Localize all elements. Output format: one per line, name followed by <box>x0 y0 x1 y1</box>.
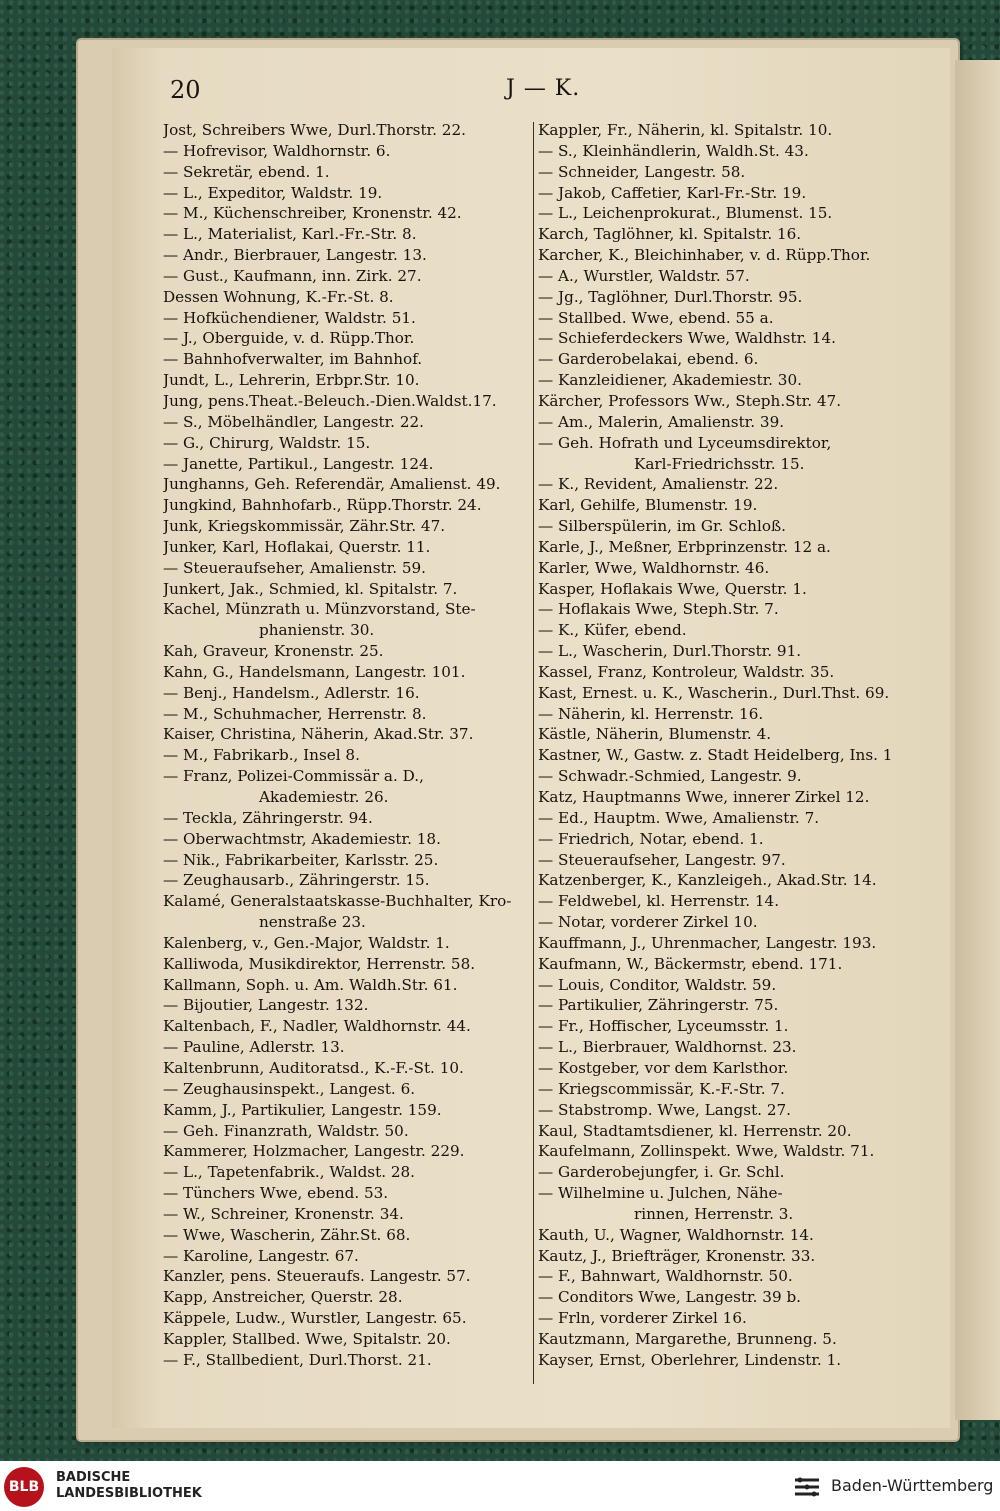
directory-entry: — L., Materialist, Karl.-Fr.-Str. 8. <box>163 225 417 244</box>
directory-entry: — Steueraufseher, Langestr. 97. <box>538 850 786 869</box>
directory-entry: Jost, Schreibers Wwe, Durl.Thorstr. 22. <box>163 121 466 139</box>
directory-entry: Kalliwoda, Musikdirektor, Herrenstr. 58. <box>163 954 476 973</box>
directory-entry: — Kriegscommissär, K.-F.-Str. 7. <box>538 1079 785 1098</box>
directory-entry: Karl, Gehilfe, Blumenstr. 19. <box>538 496 758 515</box>
directory-entry: Karle, J., Meßner, Erbprinzenstr. 12 a. <box>538 537 831 556</box>
directory-entry: — Conditors Wwe, Langestr. 39 b. <box>538 1288 801 1307</box>
directory-entry: — Silberspülerin, im Gr. Schloß. <box>538 517 786 536</box>
directory-entry: Kästle, Näherin, Blumenstr. 4. <box>538 725 772 744</box>
directory-entry: Kauffmann, J., Uhrenmacher, Langestr. 193. <box>538 933 877 952</box>
directory-entry: Katz, Hauptmanns Wwe, innerer Zirkel 12. <box>538 788 870 806</box>
directory-entry: Kast, Ernest. u. K., Wascherin., Durl.Thst. 69. <box>538 683 890 702</box>
blb-logo-icon[interactable]: BLB <box>4 1467 44 1507</box>
directory-entry: — W., Schreiner, Kronenstr. 34. <box>163 1204 404 1223</box>
directory-entry: Kamm, J., Partikulier, Langestr. 159. <box>163 1100 442 1119</box>
directory-entry: — L., Leichenprokurat., Blumenst. 15. <box>538 204 833 223</box>
directory-entry: Kärcher, Professors Ww., Steph.Str. 47. <box>538 391 842 410</box>
directory-entry: — Hofküchendiener, Waldstr. 51. <box>163 308 416 327</box>
directory-entry: Kalamé, Generalstaatskasse-Buchhalter, Kro- <box>163 892 512 911</box>
directory-entry: — A., Wurstler, Waldstr. 57. <box>538 266 750 285</box>
directory-entry: Kachel, Münzrath u. Münzvorstand, Ste- <box>163 600 476 619</box>
directory-entry: — Stabstromp. Wwe, Langst. 27. <box>538 1100 791 1119</box>
directory-entry: Kapp, Anstreicher, Querstr. 28. <box>163 1288 403 1307</box>
directory-entry: Junkert, Jak., Schmied, kl. Spitalstr. 7. <box>163 579 458 598</box>
directory-entry: — Schneider, Langestr. 58. <box>538 162 746 181</box>
directory-entry: Karl-Friedrichsstr. 15. <box>634 454 805 473</box>
directory-entry: Karcher, K., Bleichinhaber, v. d. Rüpp.Thor. <box>538 246 871 265</box>
directory-entry: Kaiser, Christina, Näherin, Akad.Str. 37. <box>163 725 474 744</box>
directory-entry: — M., Fabrikarb., Insel 8. <box>163 746 360 765</box>
directory-entry: Kayser, Ernst, Oberlehrer, Lindenstr. 1. <box>538 1350 842 1369</box>
directory-entry: — Hofrevisor, Waldhornstr. 6. <box>163 141 391 160</box>
directory-entry: — Bijoutier, Langestr. 132. <box>163 996 369 1015</box>
directory-entry: Junker, Karl, Hoflakai, Querstr. 11. <box>163 537 431 556</box>
directory-entry: phanienstr. 30. <box>259 621 375 640</box>
directory-entry: Käppele, Ludw., Wurstler, Langestr. 65. <box>163 1309 467 1328</box>
directory-entry: Kaltenbrunn, Auditoratsd., K.-F.-St. 10. <box>163 1058 464 1077</box>
directory-entry: — Geh. Finanzrath, Waldstr. 50. <box>163 1121 409 1140</box>
directory-entry: Katzenberger, K., Kanzleigeh., Akad.Str. 14. <box>538 871 877 890</box>
directory-entry: — Jg., Taglöhner, Durl.Thorstr. 95. <box>538 287 803 306</box>
directory-entry: — L., Tapetenfabrik., Waldst. 28. <box>163 1163 416 1182</box>
directory-entry: Kassel, Franz, Kontroleur, Waldstr. 35. <box>538 662 835 681</box>
directory-entry: — Louis, Conditor, Waldstr. 59. <box>538 975 777 994</box>
directory-entry: Kaufelmann, Zollinspekt. Wwe, Waldstr. 71. <box>538 1142 875 1161</box>
facing-page-edge <box>955 60 1000 1420</box>
directory-entry: Karler, Wwe, Waldhornstr. 46. <box>538 558 770 577</box>
directory-entry: — L., Bierbrauer, Waldhornst. 23. <box>538 1038 797 1057</box>
directory-entry: Kautz, J., Briefträger, Kronenstr. 33. <box>538 1246 816 1265</box>
directory-entry: — Garderobelakai, ebend. 6. <box>538 350 759 369</box>
directory-entry: — K., Küfer, ebend. <box>538 621 687 640</box>
directory-entry: — Garderobejungfer, i. Gr. Schl. <box>538 1163 785 1182</box>
baden-wuerttemberg-lions-icon[interactable] <box>792 1472 822 1502</box>
blb-name-line1: BADISCHE <box>56 1470 131 1485</box>
directory-entry: — L., Wascherin, Durl.Thorstr. 91. <box>538 642 802 661</box>
directory-entry: Kaufmann, W., Bäckermstr, ebend. 171. <box>538 954 843 973</box>
blb-name[interactable] <box>56 1470 202 1502</box>
directory-entry: — Tünchers Wwe, ebend. 53. <box>163 1184 389 1203</box>
directory-entry: — Janette, Partikul., Langestr. 124. <box>163 454 434 473</box>
directory-entry: — Andr., Bierbrauer, Langestr. 13. <box>163 246 427 265</box>
left-column <box>163 120 531 1371</box>
directory-entry: Kammerer, Holzmacher, Langestr. 229. <box>163 1142 465 1161</box>
directory-entry: — Pauline, Adlerstr. 13. <box>163 1038 345 1057</box>
directory-entry: — Wilhelmine u. Julchen, Nähe- <box>538 1184 783 1203</box>
directory-entry: — M., Küchenschreiber, Kronenstr. 42. <box>163 204 462 223</box>
directory-entry: Kalenberg, v., Gen.-Major, Waldstr. 1. <box>163 933 450 952</box>
directory-entry: — Geh. Hofrath und Lyceumsdirektor, <box>538 433 832 452</box>
directory-entry: — Kanzleidiener, Akademiestr. 30. <box>538 371 802 390</box>
page-number: 20 <box>170 76 201 104</box>
directory-entry: — Schieferdeckers Wwe, Waldhstr. 14. <box>538 329 836 348</box>
directory-entry: Jundt, L., Lehrerin, Erbpr.Str. 10. <box>163 371 420 390</box>
directory-entry: — Sekretär, ebend. 1. <box>163 162 330 181</box>
directory-entry: — Schwadr.-Schmied, Langestr. 9. <box>538 767 802 786</box>
directory-entry: Dessen Wohnung, K.-Fr.-St. 8. <box>163 287 394 306</box>
directory-entry: — Karoline, Langestr. 67. <box>163 1246 359 1265</box>
directory-entry: Junk, Kriegskommissär, Zähr.Str. 47. <box>163 517 446 536</box>
directory-entry: Jung, pens.Theat.-Beleuch.-Dien.Waldst.17. <box>163 391 497 410</box>
right-column <box>538 120 908 1371</box>
directory-entry: — Zeughausinspekt., Langest. 6. <box>163 1079 416 1098</box>
directory-entry: — Franz, Polizei-Commissär a. D., <box>163 767 424 786</box>
directory-entry: Karch, Taglöhner, kl. Spitalstr. 16. <box>538 225 802 244</box>
directory-entry: Kauth, U., Wagner, Waldhornstr. 14. <box>538 1225 814 1244</box>
directory-entry: rinnen, Herrenstr. 3. <box>634 1204 794 1223</box>
directory-entry: — S., Möbelhändler, Langestr. 22. <box>163 412 424 431</box>
directory-entry: Kahn, G., Handelsmann, Langestr. 101. <box>163 662 466 681</box>
directory-entry: — Teckla, Zähringerstr. 94. <box>163 808 373 827</box>
directory-entry: — Steueraufseher, Amalienstr. 59. <box>163 558 426 577</box>
directory-entry: Kaltenbach, F., Nadler, Waldhornstr. 44. <box>163 1017 471 1036</box>
column-divider <box>533 122 534 1384</box>
directory-entry: Kastner, W., Gastw. z. Stadt Heidelberg, Ins. 1 <box>538 746 893 765</box>
directory-entry: — Nik., Fabrikarbeiter, Karlsstr. 25. <box>163 850 439 869</box>
directory-entry: Kappler, Stallbed. Wwe, Spitalstr. 20. <box>163 1329 451 1348</box>
directory-entry: — Partikulier, Zähringerstr. 75. <box>538 996 779 1015</box>
directory-entry: — F., Bahnwart, Waldhornstr. 50. <box>538 1267 793 1286</box>
directory-entry: — F., Stallbedient, Durl.Thorst. 21. <box>163 1350 432 1369</box>
directory-entry: Kaul, Stadtamtsdiener, kl. Herrenstr. 20. <box>538 1121 852 1140</box>
directory-entry: — J., Oberguide, v. d. Rüpp.Thor. <box>163 329 415 348</box>
directory-entry: Kallmann, Soph. u. Am. Waldh.Str. 61. <box>163 975 458 994</box>
directory-entry: — Kostgeber, vor dem Karlsthor. <box>538 1058 789 1077</box>
directory-entry: — Näherin, kl. Herrenstr. 16. <box>538 704 764 723</box>
blb-name-line2: LANDESBIBLIOTHEK <box>56 1486 202 1501</box>
directory-entry: — Wwe, Wascherin, Zähr.St. 68. <box>163 1225 411 1244</box>
directory-entry: Kah, Graveur, Kronenstr. 25. <box>163 642 384 661</box>
directory-entry: nenstraße 23. <box>259 913 366 932</box>
directory-entry: — Jakob, Caffetier, Karl-Fr.-Str. 19. <box>538 183 807 202</box>
directory-entry: — Benj., Handelsm., Adlerstr. 16. <box>163 683 420 702</box>
directory-entry: — S., Kleinhändlerin, Waldh.St. 43. <box>538 141 809 160</box>
directory-entry: — Gust., Kaufmann, inn. Zirk. 27. <box>163 266 422 285</box>
directory-entry: — Am., Malerin, Amalienstr. 39. <box>538 412 785 431</box>
directory-entry: — Hoflakais Wwe, Steph.Str. 7. <box>538 600 779 619</box>
directory-entry: Kappler, Fr., Näherin, kl. Spitalstr. 10. <box>538 121 833 139</box>
directory-entry: — Zeughausarb., Zähringerstr. 15. <box>163 871 430 890</box>
directory-entry: Kanzler, pens. Steueraufs. Langestr. 57. <box>163 1267 471 1286</box>
directory-entry: — K., Revident, Amalienstr. 22. <box>538 475 779 494</box>
running-head: J — K. <box>506 76 581 101</box>
directory-entry: — Ed., Hauptm. Wwe, Amalienstr. 7. <box>538 808 820 827</box>
directory-entry: Kasper, Hoflakais Wwe, Querstr. 1. <box>538 579 807 598</box>
directory-entry: — Fr., Hoffischer, Lyceumsstr. 1. <box>538 1017 789 1036</box>
directory-entry: — Notar, vorderer Zirkel 10. <box>538 913 758 932</box>
directory-entry: — Frln, vorderer Zirkel 16. <box>538 1309 747 1328</box>
directory-entry: Jungkind, Bahnhofarb., Rüpp.Thorstr. 24. <box>163 496 482 515</box>
directory-entry: Akademiestr. 26. <box>259 788 389 806</box>
footer-bar <box>0 1461 1000 1511</box>
directory-entry: — Bahnhofverwalter, im Bahnhof. <box>163 350 423 369</box>
directory-entry: — L., Expeditor, Waldstr. 19. <box>163 183 383 202</box>
directory-entry: Kautzmann, Margarethe, Brunneng. 5. <box>538 1329 837 1348</box>
directory-entry: — G., Chirurg, Waldstr. 15. <box>163 433 371 452</box>
directory-entry: — M., Schuhmacher, Herrenstr. 8. <box>163 704 427 723</box>
directory-entry: — Stallbed. Wwe, ebend. 55 a. <box>538 308 774 327</box>
directory-entry: — Friedrich, Notar, ebend. 1. <box>538 829 764 848</box>
directory-entry: — Feldwebel, kl. Herrenstr. 14. <box>538 892 780 911</box>
baden-wuerttemberg-label[interactable]: Baden-Württemberg <box>831 1476 994 1495</box>
page-header <box>168 76 918 110</box>
directory-entry: Junghanns, Geh. Referendär, Amalienst. 49. <box>163 475 501 494</box>
directory-entry: — Oberwachtmstr, Akademiestr. 18. <box>163 829 441 848</box>
